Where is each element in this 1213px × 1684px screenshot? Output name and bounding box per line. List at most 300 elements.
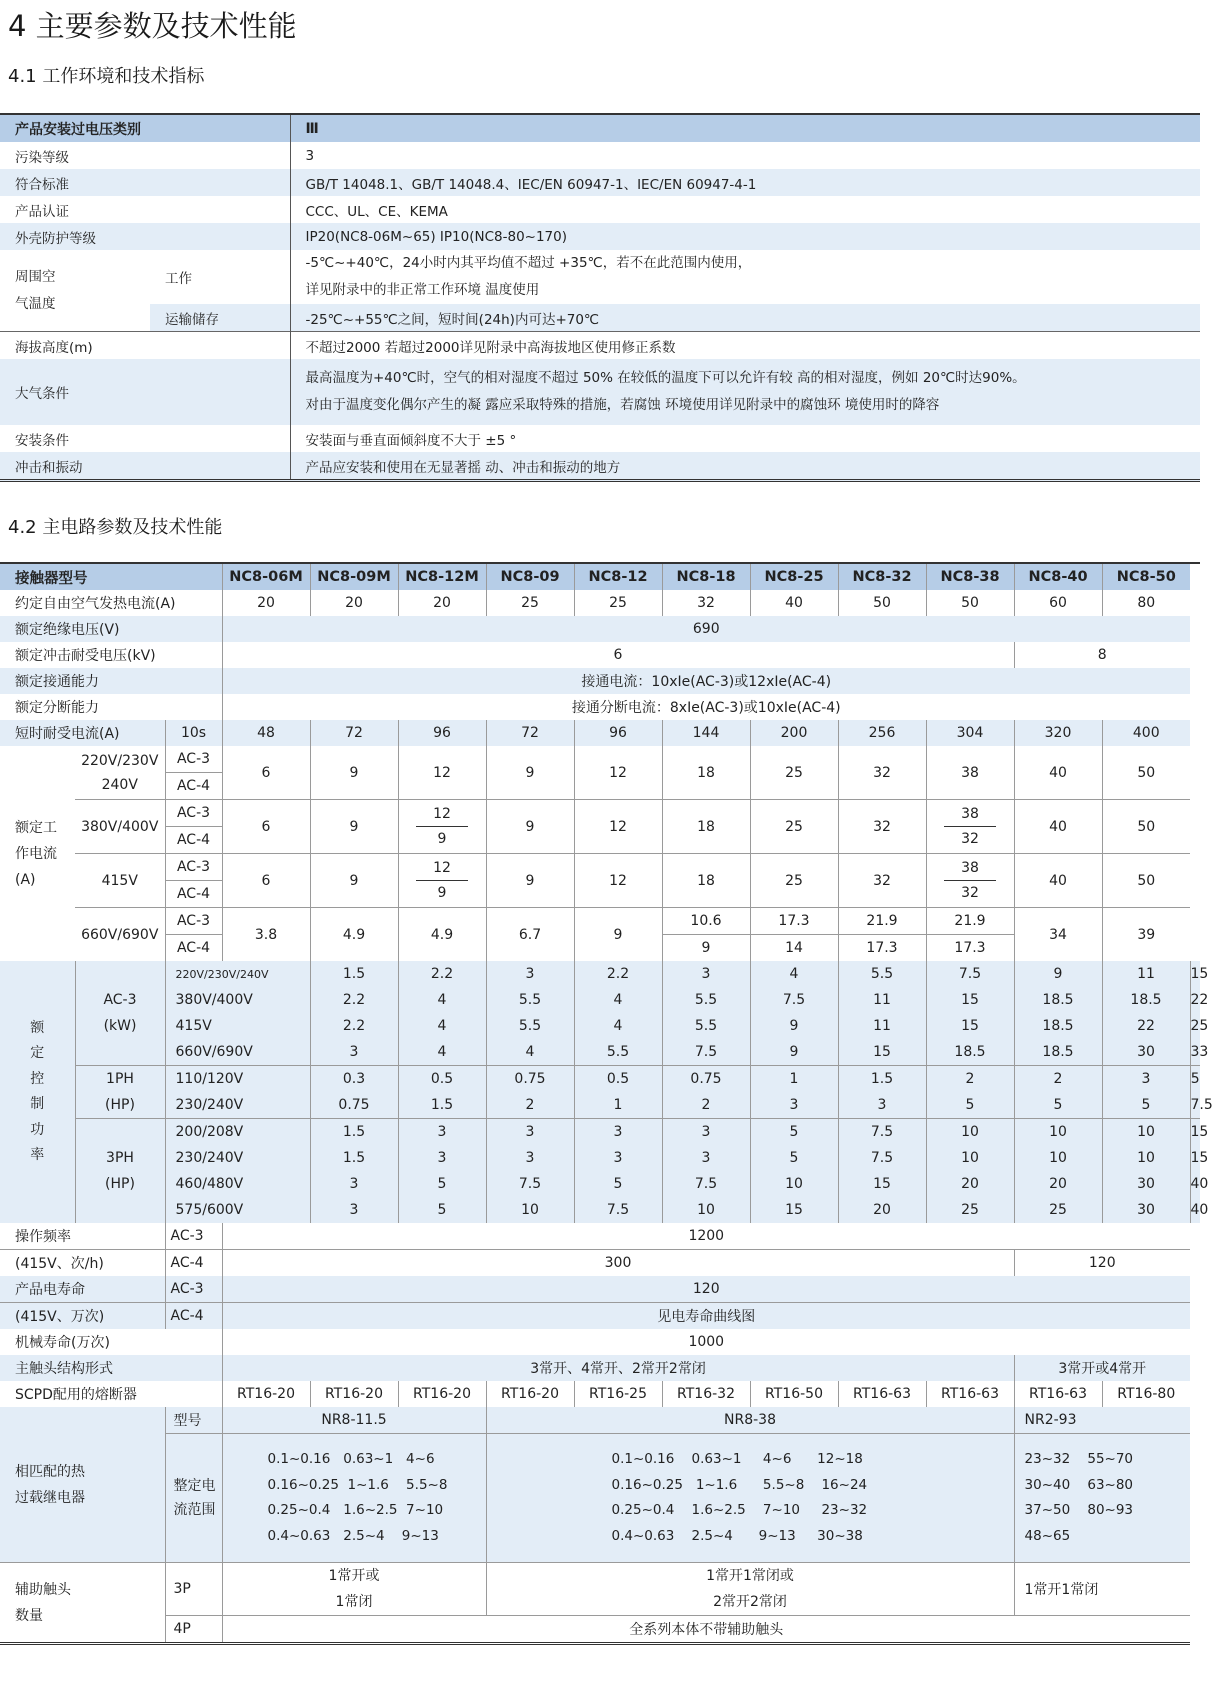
spec-cell: 20: [222, 590, 310, 616]
spec-row: [0, 563, 1200, 590]
spec-cell: 0.5: [398, 1066, 486, 1093]
env-sublabel: 工作: [150, 250, 290, 304]
spec-cell: 40: [1014, 854, 1102, 908]
env-value: [290, 250, 1200, 304]
spec-cell: 10: [1014, 1145, 1102, 1171]
env-value: IP20(NC8-06M~65) IP10(NC8-80~170): [290, 223, 1200, 250]
spec-cell: 200: [750, 720, 838, 746]
voltage-label: 200/208V: [165, 1119, 310, 1146]
spec-cell: 3: [486, 961, 574, 987]
cell-line: 0.4~0.63 2.5~4 9~13: [267, 1527, 439, 1544]
spec-cell: 20: [310, 590, 398, 616]
spec-cell: 9: [310, 746, 398, 800]
spec-row: [0, 668, 1200, 694]
spec-cell: 5.5: [662, 1013, 750, 1039]
spec-cell: 2: [486, 1092, 574, 1119]
spec-cell: 5.5: [838, 961, 926, 987]
spec-row: [0, 1616, 1200, 1644]
spec-cell: [222, 1563, 486, 1616]
spec-cell: 2.2: [310, 987, 398, 1013]
spec-cell: 4.9: [310, 908, 398, 962]
spec-cell: 21.9: [838, 908, 926, 935]
spec-cell: 4: [398, 987, 486, 1013]
spec-cell: 144: [662, 720, 750, 746]
spec-cell: 2: [662, 1092, 750, 1119]
env-label: 海拔高度(m): [0, 332, 290, 360]
cell-line: 220V/230V: [81, 752, 159, 769]
spec-row: [0, 1039, 1200, 1066]
cell-line: 作电流: [15, 845, 57, 862]
spec-cell: 9: [486, 854, 574, 908]
spec-cell: 32: [838, 746, 926, 800]
spec-cell: 型号: [165, 1407, 222, 1434]
spec-cell: 18.5: [1102, 987, 1190, 1013]
cell-line: 控: [30, 1070, 45, 1087]
spec-cell: RT16-32: [662, 1381, 750, 1407]
model-header: NC8-18: [662, 563, 750, 590]
spec-cell: 32: [662, 590, 750, 616]
env-label: 大气条件: [0, 359, 290, 425]
spec-row: [0, 1563, 1200, 1616]
spec-cell: AC-4: [165, 935, 222, 962]
spec-cell: 11: [1102, 961, 1190, 987]
voltage-label: 230/240V: [165, 1092, 310, 1119]
ambient-label-line: 气温度: [15, 295, 56, 312]
spec-cell: 4: [750, 961, 838, 987]
voltage-label: 220V/230V/240V: [165, 961, 310, 987]
spec-cell: 5: [1102, 1092, 1190, 1119]
param-label: 额定分断能力: [0, 694, 222, 720]
spec-row: [0, 642, 1200, 668]
spec-cell: [1014, 1434, 1190, 1563]
spec-cell: [926, 854, 1014, 908]
spec-cell: 7.5: [662, 1171, 750, 1197]
spec-cell: 1: [574, 1092, 662, 1119]
voltage-label: 380V/400V: [165, 987, 310, 1013]
spec-cell: 1.5: [838, 1066, 926, 1093]
spec-cell: 10: [1102, 1119, 1190, 1146]
spec-cell: 18.5: [1014, 987, 1102, 1013]
cell-line: 0.16~0.25 1~1.6 5.5~8: [267, 1476, 448, 1493]
spec-cell: 25: [1014, 1197, 1102, 1223]
spec-cell: 1.5: [310, 1119, 398, 1146]
spec-cell: 9: [750, 1039, 838, 1066]
spec-cell: 7.5: [750, 987, 838, 1013]
spec-cell: [486, 1434, 1014, 1563]
spec-row: [0, 590, 1200, 616]
spec-cell: NR2-93: [1014, 1407, 1190, 1434]
env-row: [0, 142, 1200, 169]
spec-cell: 3: [486, 1119, 574, 1146]
spec-cell: 7.5: [838, 1145, 926, 1171]
spec-cell: 22: [1102, 1013, 1190, 1039]
env-sublabel: 运输储存: [150, 304, 290, 332]
voltage-label: 230/240V: [165, 1145, 310, 1171]
spec-cell: [398, 800, 486, 854]
cell-line: 1常闭: [335, 1594, 373, 1610]
spec-cell: 21.9: [926, 908, 1014, 935]
spec-cell: 3: [574, 1119, 662, 1146]
spec-cell: [926, 800, 1014, 854]
spec-cell: 300: [222, 1250, 1014, 1277]
spec-cell: 0.75: [310, 1092, 398, 1119]
spec-cell: 9: [574, 908, 662, 962]
spec-cell: [75, 746, 165, 800]
env-label: 安装条件: [0, 425, 290, 452]
spec-cell: 5: [574, 1171, 662, 1197]
spec-cell: 2.2: [310, 1013, 398, 1039]
spec-cell: 32: [838, 800, 926, 854]
spec-cell: 10: [750, 1171, 838, 1197]
spec-cell: 6: [222, 642, 1014, 668]
spec-cell: 34: [1014, 908, 1102, 962]
cell-line: 0.25~0.4 1.6~2.5 7~10: [267, 1502, 444, 1518]
frac-bottom: 9: [437, 831, 447, 847]
frac-bottom: 32: [961, 831, 979, 847]
spec-cell: [486, 1563, 1014, 1616]
spec-cell: 3: [838, 1092, 926, 1119]
env-value: CCC、UL、CE、KEMA: [290, 196, 1200, 223]
spec-cell: 256: [838, 720, 926, 746]
spec-cell: 10: [926, 1145, 1014, 1171]
frac-top: 12: [416, 856, 468, 881]
env-row: [0, 196, 1200, 223]
spec-cell: 4: [486, 1039, 574, 1066]
spec-cell: 5.5: [486, 987, 574, 1013]
spec-cell: 3: [398, 1119, 486, 1146]
spec-row: [0, 1329, 1200, 1355]
spec-row: [0, 1145, 1200, 1171]
ambient-label-line: 周围空: [15, 268, 56, 285]
spec-cell: RT16-63: [926, 1381, 1014, 1407]
spec-cell: 11: [838, 1013, 926, 1039]
spec-cell: 2: [926, 1066, 1014, 1093]
spec-cell: 3: [398, 1145, 486, 1171]
cell-line: 相匹配的热: [15, 1463, 85, 1480]
cell-line: 0.1~0.16 0.63~1 4~6: [267, 1451, 435, 1467]
spec-row: [0, 1407, 1200, 1434]
spec-cell: 4.9: [398, 908, 486, 962]
spec-cell: 50: [1102, 746, 1190, 800]
spec-cell: 33: [1190, 1039, 1200, 1066]
spec-cell: 40: [1014, 746, 1102, 800]
spec-cell: 9: [750, 1013, 838, 1039]
cell-line: 0.25~0.4 1.6~2.5 7~10 23~32: [611, 1502, 868, 1518]
spec-cell: 7.5: [838, 1119, 926, 1146]
subsection-title-main: 4.2 主电路参数及技术性能: [8, 517, 223, 538]
spec-cell: 15: [838, 1171, 926, 1197]
spec-cell: 1常开1常闭: [1014, 1563, 1190, 1616]
spec-cell: AC-3: [165, 1223, 222, 1250]
spec-row: [0, 1171, 1200, 1197]
spec-cell: 22: [1190, 987, 1200, 1013]
spec-cell: 6: [222, 746, 310, 800]
spec-cell: 10: [662, 1197, 750, 1223]
main-table: [0, 562, 1213, 1645]
spec-cell: 5: [398, 1197, 486, 1223]
spec-cell: 2: [1014, 1066, 1102, 1093]
cell-line: 0.1~0.16 0.63~1 4~6 12~18: [611, 1451, 863, 1467]
env-value-line: 最高温度为+40℃时，空气的相对湿度不超过 50% 在较低的温度下可以允许有较 高的相对湿度，例如 20℃时达90%。: [305, 370, 1026, 386]
cell-line: AC-3: [103, 992, 137, 1008]
spec-cell: 8: [1014, 642, 1190, 668]
voltage-label: 575/600V: [165, 1197, 310, 1223]
spec-cell: 7.5: [574, 1197, 662, 1223]
spec-cell: 20: [1014, 1171, 1102, 1197]
env-label: 产品认证: [0, 196, 290, 223]
spec-cell: 3: [662, 1119, 750, 1146]
param-label: 额定冲击耐受电压(kV): [0, 642, 222, 668]
env-row: [0, 452, 1200, 481]
spec-cell: RT16-20: [486, 1381, 574, 1407]
spec-cell: RT16-20: [310, 1381, 398, 1407]
model-label: 接触器型号: [0, 563, 222, 590]
spec-cell: AC-3: [165, 800, 222, 827]
param-label: (415V、次/h): [0, 1250, 165, 1277]
spec-cell: 120: [1014, 1250, 1190, 1277]
env-header-label: 产品安装过电压类别: [0, 114, 290, 142]
section-title: 4 主要参数及技术性能: [8, 9, 297, 43]
spec-cell: 4: [398, 1013, 486, 1039]
spec-cell: 20: [838, 1197, 926, 1223]
frac-bottom: 32: [961, 885, 979, 901]
spec-cell: 3: [486, 1145, 574, 1171]
cell-line: 制: [30, 1096, 45, 1112]
env-row: [0, 250, 1200, 304]
spec-row: [0, 694, 1200, 720]
spec-cell: AC-3: [165, 1276, 222, 1303]
spec-row: [0, 1276, 1200, 1303]
cell-line: (kW): [103, 1018, 137, 1034]
env-label-ambient: [0, 250, 150, 332]
spec-cell: 30: [1102, 1171, 1190, 1197]
spec-cell: 20: [926, 1171, 1014, 1197]
spec-cell: NR8-11.5: [222, 1407, 486, 1434]
spec-cell: 2.2: [398, 961, 486, 987]
spec-cell: 3: [574, 1145, 662, 1171]
cell-line: 辅助触头: [15, 1581, 71, 1598]
spec-cell: 15: [926, 1013, 1014, 1039]
spec-cell: 25: [750, 800, 838, 854]
model-header: NC8-12: [574, 563, 662, 590]
spec-cell: 6: [222, 800, 310, 854]
spec-cell: 40: [1014, 800, 1102, 854]
cell-line: (HP): [105, 1097, 135, 1113]
env-value: -25℃~+55℃之间，短时间(24h)内可达+70℃: [290, 304, 1200, 332]
spec-cell: 10: [1102, 1145, 1190, 1171]
spec-cell: 1.5: [310, 961, 398, 987]
frac-top: 12: [416, 802, 468, 827]
spec-cell: 5: [398, 1171, 486, 1197]
model-header: NC8-12M: [398, 563, 486, 590]
spec-row: [0, 616, 1200, 642]
spec-cell: RT16-20: [398, 1381, 486, 1407]
spec-cell: 9: [310, 854, 398, 908]
spec-cell: RT16-80: [1102, 1381, 1190, 1407]
model-header: NC8-38: [926, 563, 1014, 590]
spec-cell: AC-4: [165, 827, 222, 854]
cell-line: (HP): [105, 1176, 135, 1192]
spec-row: [0, 1250, 1200, 1277]
spec-cell: AC-3: [165, 908, 222, 935]
cell-line: 48~65: [1024, 1527, 1071, 1544]
param-label: 操作频率: [0, 1223, 165, 1250]
env-label: 冲击和振动: [0, 452, 290, 481]
param-label: SCPD配用的熔断器: [0, 1381, 222, 1407]
spec-cell: 1.5: [310, 1145, 398, 1171]
spec-cell: 5.5: [662, 987, 750, 1013]
spec-cell: 6.7: [486, 908, 574, 962]
voltage-label: 460/480V: [165, 1171, 310, 1197]
model-header: NC8-40: [1014, 563, 1102, 590]
spec-cell: RT16-63: [1014, 1381, 1102, 1407]
spec-cell: 5.5: [574, 1039, 662, 1066]
spec-cell: 7.5: [662, 1039, 750, 1066]
spec-cell: 38: [926, 746, 1014, 800]
spec-cell: 4P: [165, 1616, 222, 1644]
spec-cell: AC-3: [165, 854, 222, 881]
spec-cell: 25: [1190, 1013, 1200, 1039]
spec-cell: 14: [750, 935, 838, 962]
cell-line: 30~40 63~80: [1024, 1476, 1134, 1493]
spec-cell: 39: [1102, 908, 1190, 962]
spec-cell: 400: [1102, 720, 1190, 746]
spec-cell: 15: [1190, 1145, 1200, 1171]
spec-row: [0, 854, 1200, 881]
spec-cell: 3: [662, 961, 750, 987]
spec-row: [0, 1092, 1200, 1119]
spec-cell: RT16-25: [574, 1381, 662, 1407]
env-value: 安装面与垂直面倾斜度不大于 ±5 °: [290, 425, 1200, 452]
spec-cell: 690: [222, 616, 1190, 642]
spec-cell: 3P: [165, 1563, 222, 1616]
spec-cell: 18: [662, 854, 750, 908]
spec-cell: 25: [574, 590, 662, 616]
spec-cell: 17.3: [926, 935, 1014, 962]
param-label: 短时耐受电流(A): [0, 720, 165, 746]
spec-cell: 4: [574, 1013, 662, 1039]
spec-cell: 12: [398, 746, 486, 800]
spec-row: [0, 1223, 1200, 1250]
spec-row: [0, 1066, 1200, 1093]
spec-cell: 304: [926, 720, 1014, 746]
spec-cell: 10: [926, 1119, 1014, 1146]
spec-cell: 0.75: [486, 1066, 574, 1093]
spec-row: [0, 961, 1200, 987]
spec-cell: 11: [838, 987, 926, 1013]
spec-cell: 96: [574, 720, 662, 746]
spec-cell: 12: [574, 800, 662, 854]
spec-cell: 5.5: [486, 1013, 574, 1039]
spec-cell: 9: [486, 746, 574, 800]
param-label: 约定自由空气发热电流(A): [0, 590, 222, 616]
spec-cell: 3: [750, 1092, 838, 1119]
rated-current-label: [0, 746, 75, 961]
spec-row: [0, 800, 1200, 827]
spec-cell: 9: [310, 800, 398, 854]
spec-cell: 660V/690V: [75, 908, 165, 962]
param-label: 产品电寿命: [0, 1276, 165, 1303]
spec-cell: 1000: [222, 1329, 1190, 1355]
spec-cell: RT16-50: [750, 1381, 838, 1407]
spec-cell: 415V: [75, 854, 165, 908]
spec-cell: 18.5: [926, 1039, 1014, 1066]
env-value: 不超过2000 若超过2000详见附录中高海拔地区使用修正系数: [290, 332, 1200, 360]
spec-row: [0, 1355, 1200, 1381]
spec-cell: AC-4: [165, 881, 222, 908]
spec-cell: 4: [574, 987, 662, 1013]
spec-cell: 15: [750, 1197, 838, 1223]
spec-cell: RT16-20: [222, 1381, 310, 1407]
spec-cell: 17.3: [838, 935, 926, 962]
cell-line: 23~32 55~70: [1024, 1451, 1134, 1467]
env-value: [290, 359, 1200, 425]
spec-cell: 320: [1014, 720, 1102, 746]
spec-cell: 5: [926, 1092, 1014, 1119]
param-label: 主触头结构形式: [0, 1355, 222, 1381]
cell-line: 0.16~0.25 1~1.6 5.5~8 16~24: [611, 1476, 868, 1493]
spec-cell: 4: [398, 1039, 486, 1066]
spec-row: [0, 1197, 1200, 1223]
spec-cell: 10s: [165, 720, 222, 746]
spec-row: [0, 987, 1200, 1013]
env-value: 产品应安装和使用在无显著摇 动、冲击和振动的地方: [290, 452, 1200, 481]
cell-line: 3PH: [106, 1150, 134, 1166]
hp-label: [75, 1119, 165, 1224]
cell-line: 额: [30, 1019, 45, 1036]
spec-cell: 40: [1190, 1171, 1200, 1197]
env-value: 3: [290, 142, 1200, 169]
spec-cell: 30: [1102, 1039, 1190, 1066]
frac-bottom: 9: [437, 885, 447, 901]
spec-cell: 120: [222, 1276, 1190, 1303]
spec-cell: 1.5: [398, 1092, 486, 1119]
spec-cell: 1200: [222, 1223, 1190, 1250]
cell-line: 37~50 80~93: [1024, 1502, 1134, 1518]
env-label: 符合标准: [0, 169, 290, 196]
spec-cell: 0.75: [662, 1066, 750, 1093]
spec-cell: 15: [1190, 961, 1200, 987]
cell-line: 过载继电器: [15, 1489, 85, 1506]
spec-cell: 3常开或4常开: [1014, 1355, 1190, 1381]
spec-cell: 15: [926, 987, 1014, 1013]
spec-cell: 1: [750, 1066, 838, 1093]
cell-line: 数量: [15, 1607, 43, 1624]
spec-cell: 9: [662, 935, 750, 962]
hp-label: [75, 1066, 165, 1119]
spec-cell: [222, 1434, 486, 1563]
spec-cell: 7.5: [1190, 1092, 1200, 1119]
spec-row: [0, 1381, 1200, 1407]
spec-cell: 3: [662, 1145, 750, 1171]
env-value: GB/T 14048.1、GB/T 14048.4、IEC/EN 60947-1、IEC/EN 60947-4-1: [290, 169, 1200, 196]
subsection-title-env: 4.1 工作环境和技术指标: [8, 66, 205, 87]
env-row: [0, 425, 1200, 452]
spec-cell: 6: [222, 854, 310, 908]
spec-cell: 5: [750, 1119, 838, 1146]
spec-cell: 3: [1102, 1066, 1190, 1093]
spec-cell: 50: [838, 590, 926, 616]
model-header: NC8-06M: [222, 563, 310, 590]
spec-cell: 10: [486, 1197, 574, 1223]
spec-cell: 5: [750, 1145, 838, 1171]
spec-cell: 3.8: [222, 908, 310, 962]
cell-line: 2常开2常闭: [713, 1594, 787, 1610]
env-row: [0, 223, 1200, 250]
env-header-row: [0, 114, 1200, 142]
spec-cell: 全系列本体不带辅助触头: [222, 1616, 1190, 1644]
spec-cell: 3: [310, 1197, 398, 1223]
